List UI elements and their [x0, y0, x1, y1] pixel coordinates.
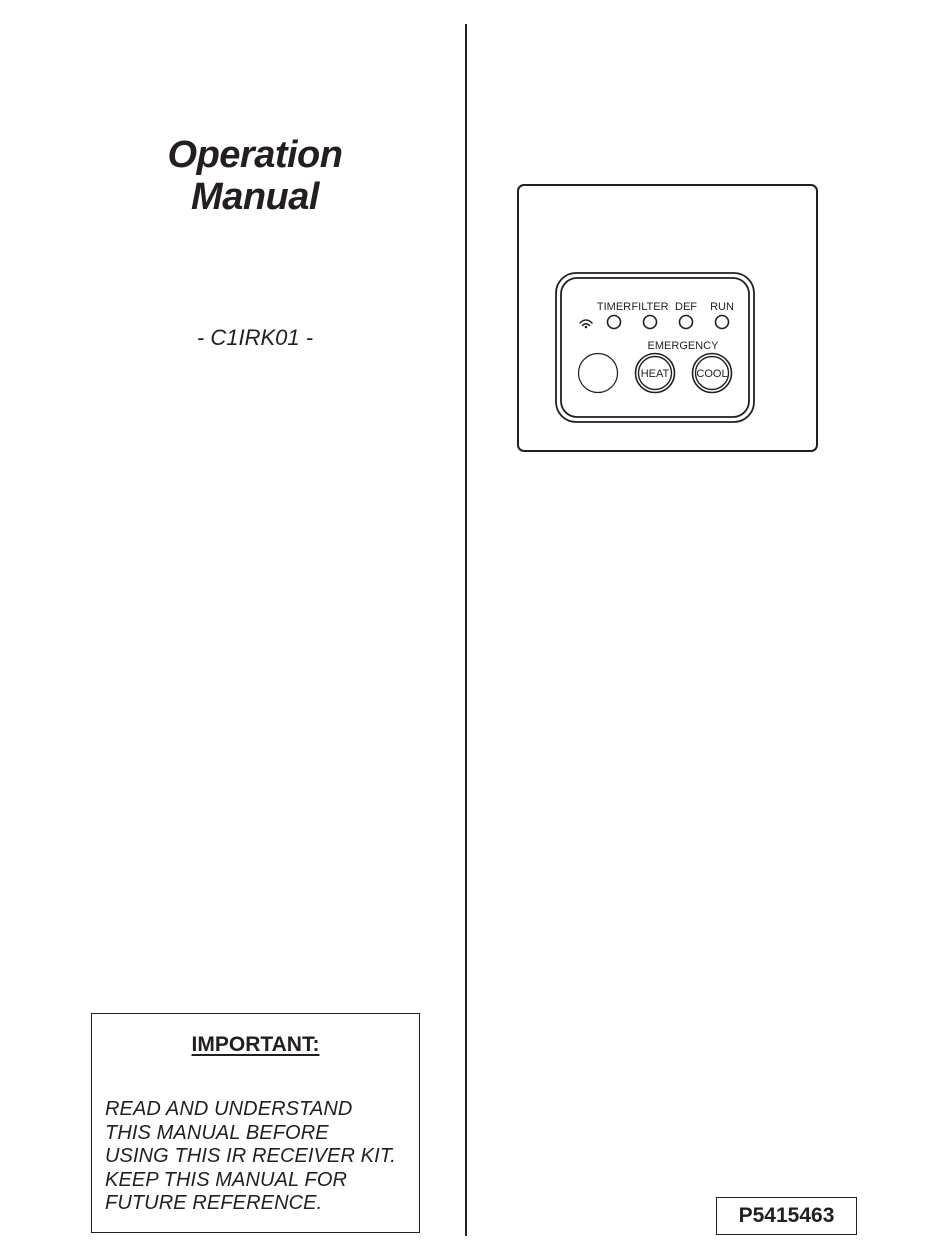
indicator-lamp-run [716, 316, 729, 329]
important-line: USING THIS IR RECEIVER KIT. [105, 1145, 396, 1167]
important-line: KEEP THIS MANUAL FOR [105, 1168, 348, 1191]
heat-button[interactable] [636, 354, 675, 393]
indicator-lamp-def [680, 316, 693, 329]
important-line: READ AND UNDERSTAND [105, 1098, 353, 1120]
page-divider [465, 24, 467, 1236]
important-text [105, 1098, 396, 1216]
indicator-lamp-timer [608, 316, 621, 329]
ir-receiver-illustration [516, 184, 820, 454]
cool-button[interactable] [693, 354, 732, 393]
indicator-label-run: RUN [710, 301, 734, 313]
part-number: P5415463 [716, 1197, 857, 1235]
cool-button-label: COOL [696, 368, 728, 380]
emergency-label: EMERGENCY [647, 340, 719, 352]
important-notice [91, 1013, 420, 1233]
ir-receiver-window [579, 354, 618, 393]
indicator-label-timer: TIMER [596, 301, 632, 313]
important-line: FUTURE REFERENCE. [105, 1192, 323, 1214]
page-title [110, 134, 400, 218]
indicator-label-filter: FILTER [631, 301, 669, 313]
title-line-manual: Manual [191, 176, 319, 218]
indicator-lamp-filter [644, 316, 657, 329]
important-line: THIS MANUAL BEFORE [105, 1121, 329, 1144]
model-number: - C1IRK01 - [196, 325, 314, 350]
important-heading: IMPORTANT: [191, 1033, 320, 1056]
heat-button-label: HEAT [640, 368, 670, 380]
indicator-label-def: DEF [675, 301, 697, 313]
title-line-operation: Operation [167, 134, 343, 176]
